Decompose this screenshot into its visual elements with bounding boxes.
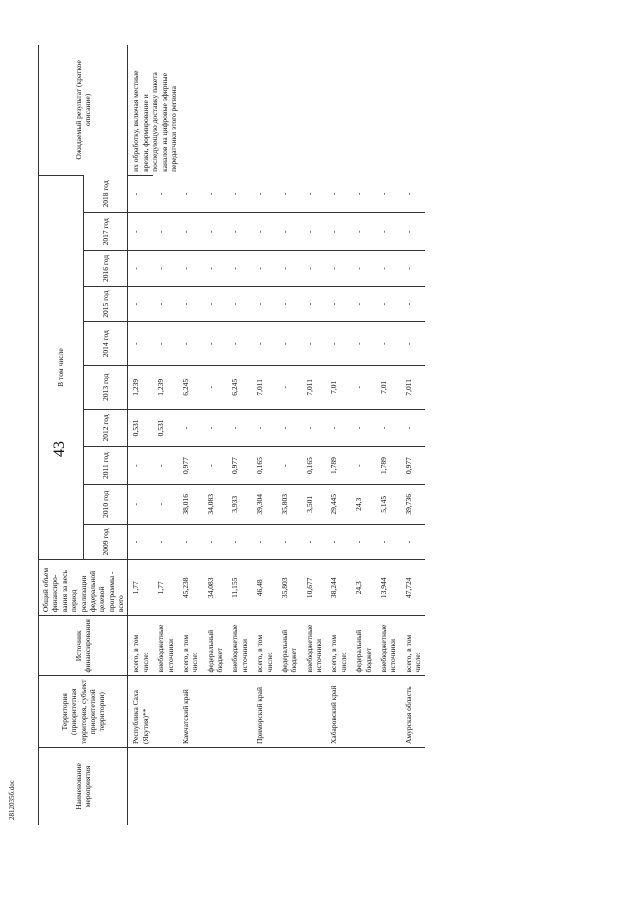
cell-year-value: - bbox=[302, 286, 327, 322]
cell-year-value: - bbox=[230, 192, 240, 196]
cell-total: 1,77 bbox=[128, 560, 153, 616]
cell-total: 47,724 bbox=[401, 560, 426, 616]
cell-year-value: - bbox=[326, 251, 351, 287]
cell-year-value: - bbox=[227, 524, 252, 560]
table-body bbox=[128, 45, 426, 825]
cell-territory bbox=[203, 676, 228, 748]
cell-source: внебюджетные источники bbox=[376, 616, 401, 676]
cell-year-value: 5,145 bbox=[376, 484, 401, 524]
cell-year-value: - bbox=[277, 524, 302, 560]
col-header-source: Источник финансирования bbox=[39, 616, 128, 676]
cell-year-value: 24,3 bbox=[351, 484, 376, 524]
cell-year-value: - bbox=[351, 213, 376, 251]
cell-year-value: 1,239 bbox=[153, 366, 178, 410]
cell-year-value: - bbox=[178, 322, 203, 366]
cell-territory: Амурская область bbox=[401, 676, 426, 748]
cell-year-value: - bbox=[203, 322, 228, 366]
cell-year-value: - bbox=[153, 322, 178, 366]
cell-year-value: - bbox=[351, 366, 376, 410]
header-row-top bbox=[39, 45, 84, 825]
cell-year-value: - bbox=[153, 484, 178, 524]
cell-year-value: - bbox=[376, 322, 401, 366]
cell-territory: Хабаровский край bbox=[326, 676, 351, 748]
cell-territory: Камчатский край bbox=[178, 676, 203, 748]
cell-year-value: - bbox=[156, 192, 166, 196]
cell-year-value: - bbox=[351, 447, 376, 485]
cell-year-value: - bbox=[376, 524, 401, 560]
cell-year-value: - bbox=[153, 524, 178, 560]
cell-source: внебюджетные источники bbox=[153, 616, 178, 676]
cell-year-value: 6,245 bbox=[178, 366, 203, 410]
cell-year-value: - bbox=[128, 524, 153, 560]
cell-total: 45,238 bbox=[178, 560, 203, 616]
cell-year-value: - bbox=[227, 286, 252, 322]
col-header-year: 2017 год bbox=[83, 213, 128, 251]
cell-year-value: - bbox=[203, 286, 228, 322]
col-header-year: 2018 год bbox=[83, 175, 128, 213]
cell-total: 13,944 bbox=[376, 560, 401, 616]
cell-year-value: 3,501 bbox=[302, 484, 327, 524]
cell-year-value: - bbox=[326, 286, 351, 322]
cell-year-value: - bbox=[252, 322, 277, 366]
cell-year-value: - bbox=[401, 251, 426, 287]
cell-year-value: 39,736 bbox=[401, 484, 426, 524]
cell-total: 1,77 bbox=[153, 560, 178, 616]
cell-year-value: - bbox=[277, 409, 302, 447]
cell-year-value: 0,531 bbox=[153, 409, 178, 447]
cell-year-value: - bbox=[351, 251, 376, 287]
col-header-year: 2015 год bbox=[83, 286, 128, 322]
col-header-total: Общий объем финансиро-вания за весь период реализации федеральной целевой программы - всего bbox=[39, 560, 128, 616]
cell-year-value: - bbox=[255, 192, 265, 196]
cell-year-value: - bbox=[203, 251, 228, 287]
cell-year-value: - bbox=[302, 251, 327, 287]
cell-year-value: 35,803 bbox=[277, 484, 302, 524]
cell-year-value: - bbox=[277, 251, 302, 287]
cell-total: 38,244 bbox=[326, 560, 351, 616]
cell-year-value: - bbox=[128, 447, 153, 485]
cell-year-value: - bbox=[203, 409, 228, 447]
cell-year-value: - bbox=[351, 409, 376, 447]
cell-year-value: - bbox=[153, 447, 178, 485]
cell-year-value: - bbox=[227, 409, 252, 447]
cell-territory bbox=[277, 676, 302, 748]
cell-source: внебюджетные источники bbox=[227, 616, 252, 676]
cell-year-value: 7,01 bbox=[326, 366, 351, 410]
page-number: 43 bbox=[51, 441, 68, 457]
cell-source: федеральный бюджет bbox=[203, 616, 228, 676]
cell-year-value: - bbox=[401, 322, 426, 366]
cell-year-value: - bbox=[376, 251, 401, 287]
cell-year-value: - bbox=[351, 322, 376, 366]
cell-territory: Приморский край bbox=[252, 676, 277, 748]
cell-year-value: 3,933 bbox=[227, 484, 252, 524]
cell-source: федеральный бюджет bbox=[351, 616, 376, 676]
cell-year-value: - bbox=[178, 524, 203, 560]
cell-year-value: - bbox=[351, 524, 376, 560]
cell-year-value: - bbox=[128, 322, 153, 366]
col-header-year: 2012 год bbox=[83, 409, 128, 447]
cell-year-value: 7,011 bbox=[302, 366, 327, 410]
cell-year-value: 39,304 bbox=[252, 484, 277, 524]
cell-territory bbox=[376, 676, 401, 748]
cell-territory: Республика Саха (Якутия)** bbox=[128, 676, 153, 748]
cell-year-value: 29,445 bbox=[326, 484, 351, 524]
cell-year-value: - bbox=[128, 251, 153, 287]
cell-year-value: - bbox=[205, 192, 215, 196]
cell-year-value: 0,977 bbox=[401, 447, 426, 485]
cell-year-value: - bbox=[153, 213, 178, 251]
col-header-year: 2010 год bbox=[83, 484, 128, 524]
cell-year-value: - bbox=[252, 409, 277, 447]
table-row bbox=[128, 45, 153, 825]
cell-year-value: - bbox=[302, 409, 327, 447]
cell-territory bbox=[302, 676, 327, 748]
cell-total: 34,083 bbox=[203, 560, 228, 616]
cell-territory bbox=[153, 676, 178, 748]
cell-year-value: - bbox=[153, 251, 178, 287]
cell-total: 46,48 bbox=[252, 560, 277, 616]
cell-year-value: - bbox=[128, 484, 153, 524]
col-header-territory: Территория (приоритетная территория, субъект приоритетной территории) bbox=[39, 676, 128, 748]
cell-year-value: 7,011 bbox=[252, 366, 277, 410]
cell-year-value: - bbox=[180, 192, 190, 196]
cell-year-value: 0,165 bbox=[302, 447, 327, 485]
cell-year-value: - bbox=[128, 286, 153, 322]
col-header-result: Ожидаемый результат (краткое описание) bbox=[39, 45, 128, 175]
cell-year-value: - bbox=[326, 409, 351, 447]
col-header-year: 2014 год bbox=[83, 322, 128, 366]
cell-year-value: - bbox=[252, 524, 277, 560]
cell-year-value: 34,083 bbox=[203, 484, 228, 524]
cell-result: их обработку, включая местные врезки, формирование и последующую доставку пакета каналов на цифровые эфирные передатчики этого региона bbox=[131, 70, 178, 172]
cell-year-value: 0,977 bbox=[178, 447, 203, 485]
cell-year-value: - bbox=[203, 366, 228, 410]
cell-year-value: - bbox=[203, 447, 228, 485]
cell-year-value: 0,165 bbox=[252, 447, 277, 485]
cell-year-value: - bbox=[326, 322, 351, 366]
cell-year-value: 1,239 bbox=[128, 366, 153, 410]
cell-total: 24,3 bbox=[351, 560, 376, 616]
cell-source: всего, в том числе: bbox=[128, 616, 153, 676]
financing-table bbox=[38, 45, 425, 825]
cell-year-value: - bbox=[178, 409, 203, 447]
cell-year-value: - bbox=[401, 524, 426, 560]
cell-year-value: 38,016 bbox=[178, 484, 203, 524]
cell-year-value: - bbox=[302, 322, 327, 366]
cell-year-value: - bbox=[401, 286, 426, 322]
col-header-year: 2016 год bbox=[83, 251, 128, 287]
cell-name bbox=[128, 748, 426, 825]
cell-territory bbox=[351, 676, 376, 748]
cell-year-value: - bbox=[178, 251, 203, 287]
cell-total: 35,803 bbox=[277, 560, 302, 616]
cell-year-value: - bbox=[277, 213, 302, 251]
cell-year-value: - bbox=[403, 192, 413, 196]
cell-year-value: 1,789 bbox=[326, 447, 351, 485]
cell-year-value: - bbox=[279, 192, 289, 196]
cell-year-value: - bbox=[227, 251, 252, 287]
cell-year-value: - bbox=[252, 286, 277, 322]
cell-source: федеральный бюджет bbox=[277, 616, 302, 676]
cell-total: 11,155 bbox=[227, 560, 252, 616]
cell-year-value: - bbox=[277, 286, 302, 322]
cell-total: 10,677 bbox=[302, 560, 327, 616]
cell-year-value: - bbox=[378, 192, 388, 196]
col-header-name: Наименование мероприятия bbox=[39, 748, 128, 825]
cell-year-value: 6,245 bbox=[227, 366, 252, 410]
cell-year-value: 1,789 bbox=[376, 447, 401, 485]
cell-year-value: - bbox=[128, 175, 153, 213]
cell-year-value: - bbox=[252, 213, 277, 251]
cell-year-value: - bbox=[376, 286, 401, 322]
cell-year-value: - bbox=[326, 213, 351, 251]
cell-year-value: - bbox=[302, 524, 327, 560]
cell-year-value: - bbox=[351, 286, 376, 322]
cell-year-value: - bbox=[203, 524, 228, 560]
cell-year-value: - bbox=[277, 366, 302, 410]
cell-year-value: 7,011 bbox=[401, 366, 426, 410]
cell-year-value: - bbox=[401, 409, 426, 447]
col-header-incl: В том числе bbox=[39, 175, 84, 559]
cell-year-value: 7,01 bbox=[376, 366, 401, 410]
cell-year-value: - bbox=[227, 213, 252, 251]
cell-year-value: - bbox=[376, 409, 401, 447]
cell-year-value: - bbox=[277, 447, 302, 485]
cell-year-value: - bbox=[376, 213, 401, 251]
col-header-year: 2011 год bbox=[83, 447, 128, 485]
cell-year-value: - bbox=[302, 213, 327, 251]
cell-year-value: - bbox=[354, 192, 364, 196]
col-header-year: 2013 год bbox=[83, 366, 128, 410]
cell-year-value: 0,531 bbox=[128, 409, 153, 447]
cell-year-value: - bbox=[252, 251, 277, 287]
cell-source: всего, в том числе: bbox=[401, 616, 426, 676]
cell-territory bbox=[227, 676, 252, 748]
footer-doc-code: 2812035б.doc bbox=[8, 780, 16, 820]
cell-year-value: - bbox=[178, 213, 203, 251]
cell-year-value: 0,977 bbox=[227, 447, 252, 485]
cell-year-value: - bbox=[401, 213, 426, 251]
cell-source: внебюджетные источники bbox=[302, 616, 327, 676]
cell-year-value: - bbox=[153, 286, 178, 322]
cell-year-value: - bbox=[277, 322, 302, 366]
cell-year-value: - bbox=[227, 322, 252, 366]
cell-source: всего, в том числе: bbox=[178, 616, 203, 676]
cell-year-value: - bbox=[128, 213, 153, 251]
cell-year-value: - bbox=[178, 286, 203, 322]
cell-year-value: - bbox=[304, 192, 314, 196]
cell-year-value: - bbox=[203, 213, 228, 251]
cell-year-value: - bbox=[329, 192, 339, 196]
cell-source: всего, в том числе: bbox=[252, 616, 277, 676]
rotated-table-container bbox=[38, 45, 578, 825]
cell-year-value: - bbox=[326, 524, 351, 560]
cell-source: всего, в том числе: bbox=[326, 616, 351, 676]
col-header-year: 2009 год bbox=[83, 524, 128, 560]
